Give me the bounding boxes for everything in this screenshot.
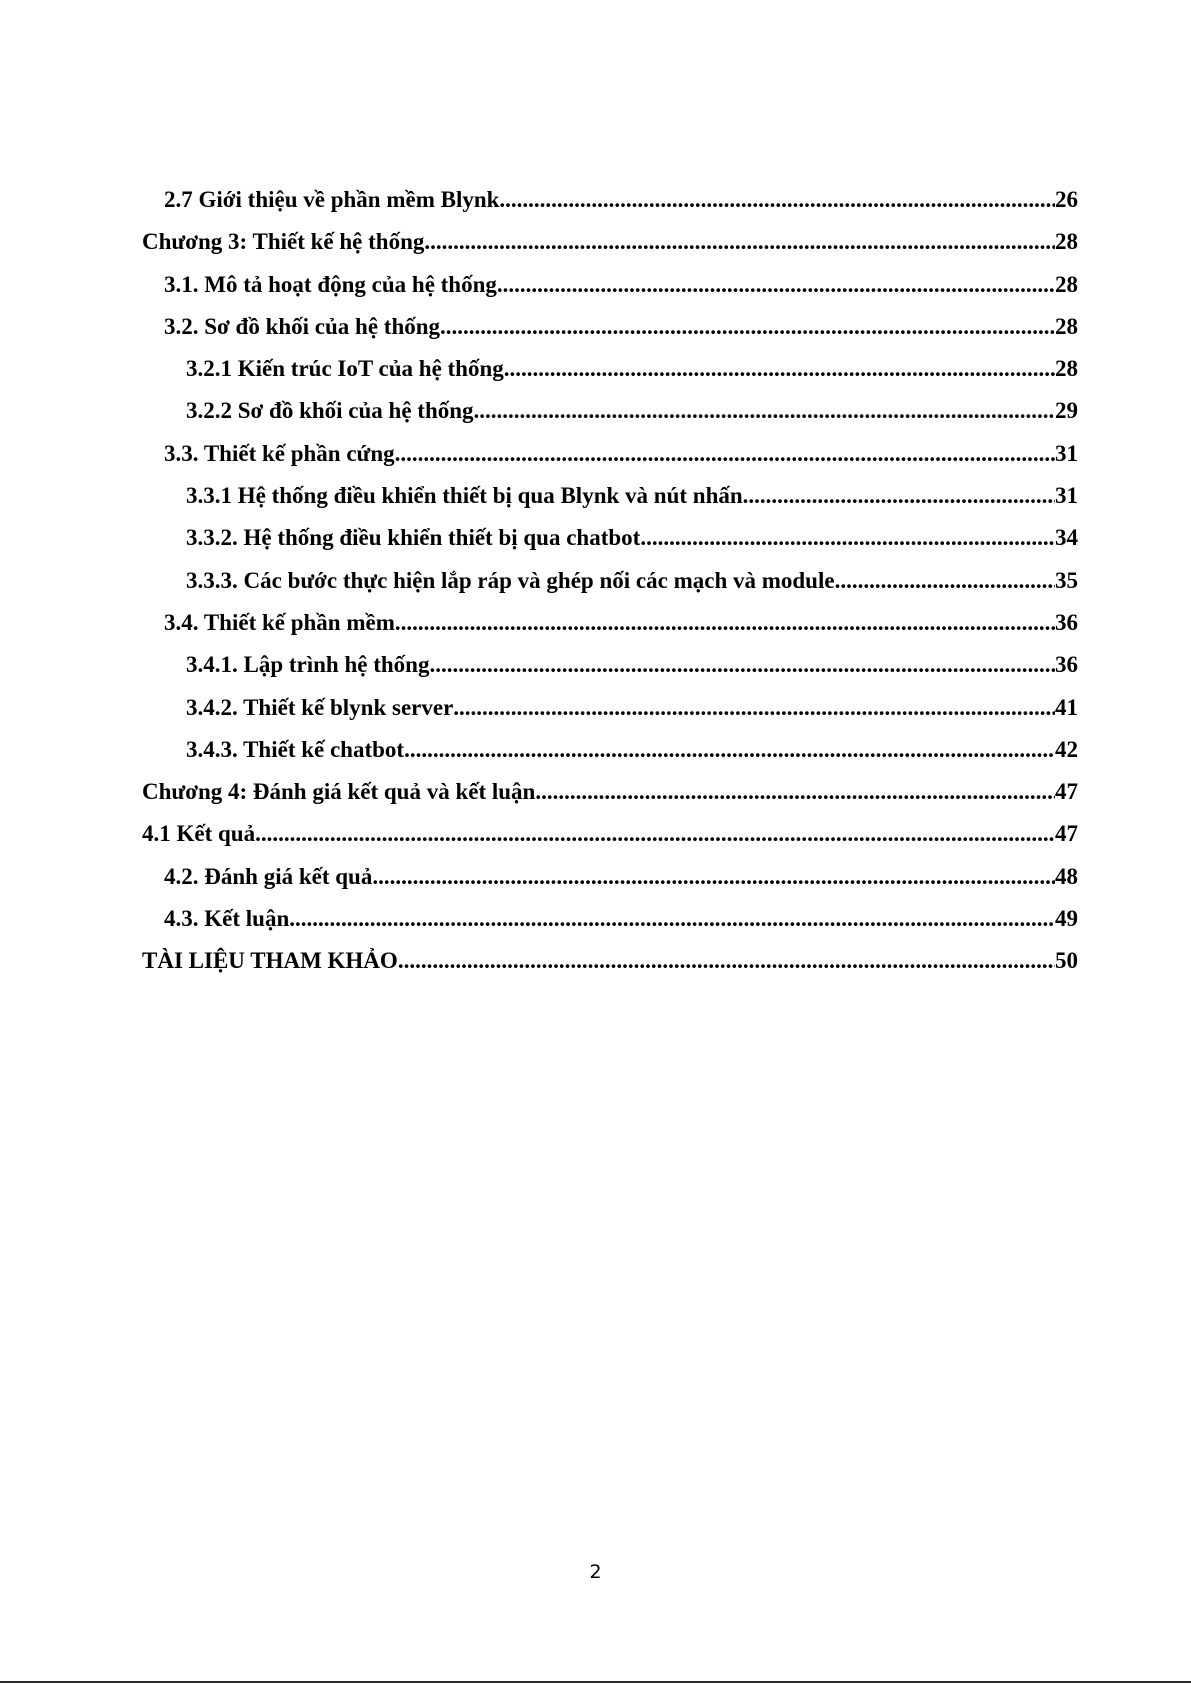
toc-dot-leader (395, 610, 1055, 636)
toc-entry-title: Chương 4: Đánh giá kết quả và kết luận (142, 779, 536, 805)
table-of-contents (142, 187, 1078, 991)
toc-entry[interactable] (142, 906, 1078, 948)
toc-dot-leader (440, 314, 1055, 340)
toc-dot-leader (497, 272, 1055, 298)
toc-entry-title: 3.3.1 Hệ thống điều khiển thiết bị qua Blynk và nút nhấn (186, 483, 743, 509)
toc-entry-page: 28 (1055, 229, 1078, 255)
toc-dot-leader (372, 864, 1055, 890)
toc-dot-leader (289, 906, 1055, 932)
toc-entry-page: 41 (1055, 694, 1078, 720)
toc-entry-page: 31 (1055, 483, 1078, 509)
toc-entry-title: 3.2.1 Kiến trúc IoT của hệ thống (186, 356, 504, 382)
toc-entry[interactable] (142, 229, 1078, 271)
toc-dot-leader (429, 652, 1055, 678)
bottom-divider (0, 1681, 1191, 1683)
toc-entry[interactable] (142, 779, 1078, 821)
toc-entry-page: 28 (1055, 356, 1078, 382)
toc-dot-leader (395, 441, 1055, 467)
toc-entry-title: 3.3.3. Các bước thực hiện lắp ráp và ghép nối các mạch và module (186, 567, 835, 593)
toc-entry[interactable] (142, 356, 1078, 398)
toc-dot-leader (255, 821, 1055, 847)
toc-entry[interactable] (142, 737, 1078, 779)
toc-entry[interactable] (142, 525, 1078, 567)
toc-entry-page: 48 (1055, 863, 1078, 889)
toc-entry-title: 3.3. Thiết kế phần cứng (164, 440, 395, 466)
toc-entry-title: 4.2. Đánh giá kết quả (164, 863, 373, 889)
toc-entry-page: 36 (1055, 609, 1078, 635)
toc-dot-leader (504, 356, 1055, 382)
toc-entry-title: 4.3. Kết luận (164, 906, 290, 932)
toc-entry[interactable] (142, 272, 1078, 314)
toc-entry-title: 4.1 Kết quả (142, 821, 256, 847)
toc-entry-title: 3.4.3. Thiết kế chatbot (186, 736, 405, 762)
toc-entry[interactable] (142, 695, 1078, 737)
toc-entry[interactable] (142, 948, 1078, 990)
toc-entry-page: 49 (1055, 906, 1078, 932)
toc-entry-title: Chương 3: Thiết kế hệ thống (142, 229, 425, 255)
toc-entry-title: 2.7 Giới thiệu về phần mềm Blynk (164, 187, 500, 212)
toc-entry-page: 28 (1055, 271, 1078, 297)
toc-entry[interactable] (142, 483, 1078, 525)
toc-dot-leader (404, 737, 1055, 763)
toc-entry[interactable] (142, 187, 1078, 229)
toc-dot-leader (398, 948, 1055, 974)
toc-dot-leader (743, 483, 1055, 509)
toc-entry-page: 28 (1055, 313, 1078, 339)
toc-entry-page: 31 (1055, 440, 1078, 466)
toc-entry[interactable] (142, 864, 1078, 906)
toc-entry-page: 50 (1055, 948, 1078, 974)
toc-entry-page: 29 (1055, 398, 1078, 424)
toc-entry-title: TÀI LIỆU THAM KHẢO (142, 948, 398, 974)
toc-entry-page: 36 (1055, 652, 1078, 678)
toc-entry[interactable] (142, 610, 1078, 652)
toc-entry[interactable] (142, 568, 1078, 610)
toc-entry-page: 47 (1055, 779, 1078, 805)
toc-entry-title: 3.3.2. Hệ thống điều khiển thiết bị qua chatbot (186, 525, 641, 551)
toc-entry-page: 42 (1055, 736, 1078, 762)
toc-dot-leader (474, 398, 1055, 424)
toc-dot-leader (499, 187, 1055, 213)
toc-entry-title: 3.2. Sơ đồ khối của hệ thống (164, 313, 441, 339)
toc-entry-title: 3.4.2. Thiết kế blynk server (186, 694, 454, 720)
toc-entry-title: 3.2.2 Sơ đồ khối của hệ thống (186, 398, 474, 424)
toc-entry[interactable] (142, 441, 1078, 483)
toc-entry-title: 3.4.1. Lập trình hệ thống (186, 652, 430, 678)
toc-entry-page: 35 (1055, 567, 1078, 593)
page-number: 2 (589, 1561, 602, 1583)
toc-dot-leader (640, 525, 1055, 551)
toc-dot-leader (835, 568, 1055, 594)
toc-entry-title: 3.4. Thiết kế phần mềm (164, 609, 395, 635)
toc-entry[interactable] (142, 398, 1078, 440)
toc-entry[interactable] (142, 652, 1078, 694)
toc-dot-leader (535, 779, 1055, 805)
toc-entry[interactable] (142, 314, 1078, 356)
toc-entry-page: 47 (1055, 821, 1078, 847)
toc-entry[interactable] (142, 821, 1078, 863)
toc-dot-leader (453, 695, 1055, 721)
toc-entry-page: 34 (1055, 525, 1078, 551)
toc-dot-leader (424, 229, 1055, 255)
toc-entry-page: 26 (1055, 187, 1078, 212)
toc-entry-title: 3.1. Mô tả hoạt động của hệ thống (164, 271, 497, 297)
